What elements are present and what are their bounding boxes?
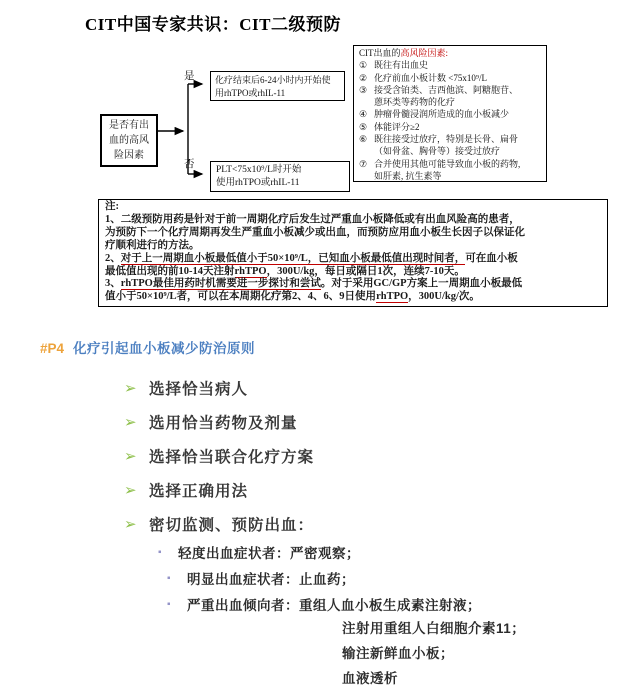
risk-factor-line [359, 108, 541, 120]
arrow-bullet-icon: ➢ [124, 379, 137, 397]
note-text: 值小于50×10⁹/L者，可以在本周期化疗第2、4、6、9日使用 [105, 291, 377, 303]
risk-factor-line [359, 72, 541, 84]
risk-factor-text: （如骨盆、胸骨等）接受过放疗 [374, 146, 501, 157]
risk-factor-number: ⑤ [359, 121, 368, 132]
bullet-text: 选择恰当联合化疗方案 [149, 448, 315, 466]
risk-factors-box [353, 45, 547, 182]
risk-factor-number: ③ [359, 84, 368, 95]
note-underlined-text: rhTPO [376, 291, 409, 303]
sub-bullet-text: 明显出血症状者：止血药； [187, 572, 355, 587]
bullet-item [124, 411, 314, 432]
risk-factor-line [359, 59, 541, 71]
bullet-item [124, 479, 314, 500]
risk-factor-line [359, 170, 541, 182]
note-line [105, 266, 601, 279]
no-action-line: 使用rhTPO或rhIL-11 [216, 178, 300, 188]
continuation-line: 注射用重组人白细胞介素11； [342, 621, 526, 636]
bullet-text: 选用恰当药物及剂量 [149, 414, 298, 432]
section-heading [40, 337, 255, 357]
risk-factors-title [359, 47, 541, 59]
risk-factor-line [359, 158, 541, 170]
arrow-bullet-icon: ➢ [124, 447, 137, 465]
bullet-text: 选择正确用法 [149, 482, 249, 500]
yes-action-line: 用rhTPO或rhIL-11 [215, 87, 286, 98]
yes-action-box [210, 71, 345, 101]
risk-factor-text: 如肝素, 抗生素等 [374, 170, 442, 181]
arrow-bullet-icon: ➢ [124, 481, 137, 499]
bullet-text: 密切监测、预防出血： [149, 516, 315, 534]
branch-label-yes: 是 [184, 71, 195, 82]
note-line [105, 278, 601, 291]
risk-factor-number: ④ [359, 109, 368, 120]
note-line [105, 240, 601, 253]
risk-factor-line [359, 133, 541, 145]
bullet-item [124, 513, 314, 534]
note-text: 1、二级预防用药是针对于前一周期化疗后发生过严重血小板降低或有出血风险高的患者， [105, 213, 520, 225]
no-action-line: PLT<75x10⁹/L时开始 [216, 165, 302, 175]
risk-factor-text: 既往接受过放疗，特别是长骨、扁骨 [374, 134, 519, 145]
branch-label-no: 否 [184, 159, 195, 170]
note-underlined-text: 对于上一周期血小板最低值小于50×10⁹/L，已知血小板最低值出现时间者， [120, 252, 466, 264]
square-bullet-icon: ▪ [167, 572, 171, 584]
note-text: 最低值出现的前10-14天注射 [105, 265, 235, 277]
risk-factor-text: 体能评分≥2 [374, 121, 420, 132]
note-text: 。对于采用GC/GP方案上一周期血小板最低 [320, 278, 523, 290]
square-bullet-icon: ▪ [167, 598, 171, 610]
note-text: 可在血小板 [465, 252, 518, 264]
risk-factor-line [359, 96, 541, 108]
note-text: 2、 [105, 252, 121, 264]
notes-box [98, 199, 608, 307]
note-line [105, 214, 601, 227]
note-line [105, 227, 601, 240]
note-underlined-text: rhTPO [234, 265, 267, 277]
bullet-item [124, 445, 314, 466]
sub-bullet-item [158, 595, 481, 613]
note-text: ，300U/kg，每日或隔日1次，连续7-10天。 [266, 265, 465, 277]
section-tag: #P4 [40, 341, 65, 356]
note-text: 疗顺利进行的方法。 [105, 239, 200, 251]
no-action-box [210, 161, 350, 192]
note-text: 为预防下一个化疗周期再发生严重血小板减少或出血，而预防应用血小板生长因子以保证化 [105, 226, 525, 238]
yes-action-line: 化疗结束后6-24小时内开始使 [215, 75, 331, 85]
risk-factor-text: 化疗前血小板计数 <75x10⁹/L [374, 72, 487, 83]
risk-factor-line [359, 84, 541, 96]
continuation-line: 血液透析 [342, 671, 398, 686]
continuation-line: 输注新鲜血小板； [342, 646, 454, 661]
sub-bullet-item [158, 543, 481, 561]
note-underlined-text: rhTPO最佳用药时机需要进一步探讨和尝试 [120, 278, 321, 290]
note-text: ，300U/kg/次。 [408, 291, 480, 303]
page-title: CIT中国专家共识：CIT二级预防 [85, 15, 341, 34]
risk-factor-number: ⑥ [359, 134, 368, 145]
bullet-item [124, 377, 314, 398]
risk-factor-number: ① [359, 60, 368, 71]
sub-bullet-text: 严重出血倾向者：重组人血小板生成素注射液； [187, 598, 481, 613]
risk-factors-list [359, 59, 541, 182]
note-line [105, 201, 601, 214]
risk-title-highlight: 高风险因素: [400, 48, 449, 58]
decision-box: 是否有出血的高风险因素 [100, 114, 158, 167]
risk-factor-text: 肿瘤骨髓浸润所造成的血小板减少 [374, 109, 510, 120]
bullet-list [124, 377, 314, 547]
risk-title-prefix: CIT出血的 [359, 48, 401, 58]
sub-bullet-list [158, 543, 481, 621]
risk-factor-text: 合并使用其他可能导致血小板的药物, [374, 158, 521, 169]
arrow-bullet-icon: ➢ [124, 413, 137, 431]
risk-factor-text: 接受含铂类、吉西他滨、阿糖胞苷、 [374, 84, 519, 95]
bullet-text: 选择恰当病人 [149, 380, 249, 398]
sub-bullet-item [158, 569, 481, 587]
risk-factor-text: 蒽环类等药物的化疗 [374, 97, 456, 108]
arrow-bullet-icon: ➢ [124, 515, 137, 533]
square-bullet-icon: ▪ [158, 546, 162, 558]
risk-factor-number: ② [359, 72, 368, 83]
risk-factor-text: 既往有出血史 [374, 60, 429, 71]
section-title: 化疗引起血小板减少防治原则 [73, 341, 256, 356]
note-line [105, 291, 601, 304]
sub-bullet-text: 轻度出血症状者：严密观察； [178, 546, 360, 561]
note-line [105, 253, 601, 266]
risk-factor-number [359, 170, 374, 182]
note-text: 3、 [105, 278, 121, 290]
risk-factor-number [359, 96, 374, 108]
risk-factor-line [359, 145, 541, 157]
continuation-lines [342, 617, 525, 692]
risk-factor-line [359, 121, 541, 133]
risk-factor-number: ⑦ [359, 158, 368, 169]
note-text: 注: [105, 201, 119, 212]
risk-factor-number [359, 145, 374, 157]
